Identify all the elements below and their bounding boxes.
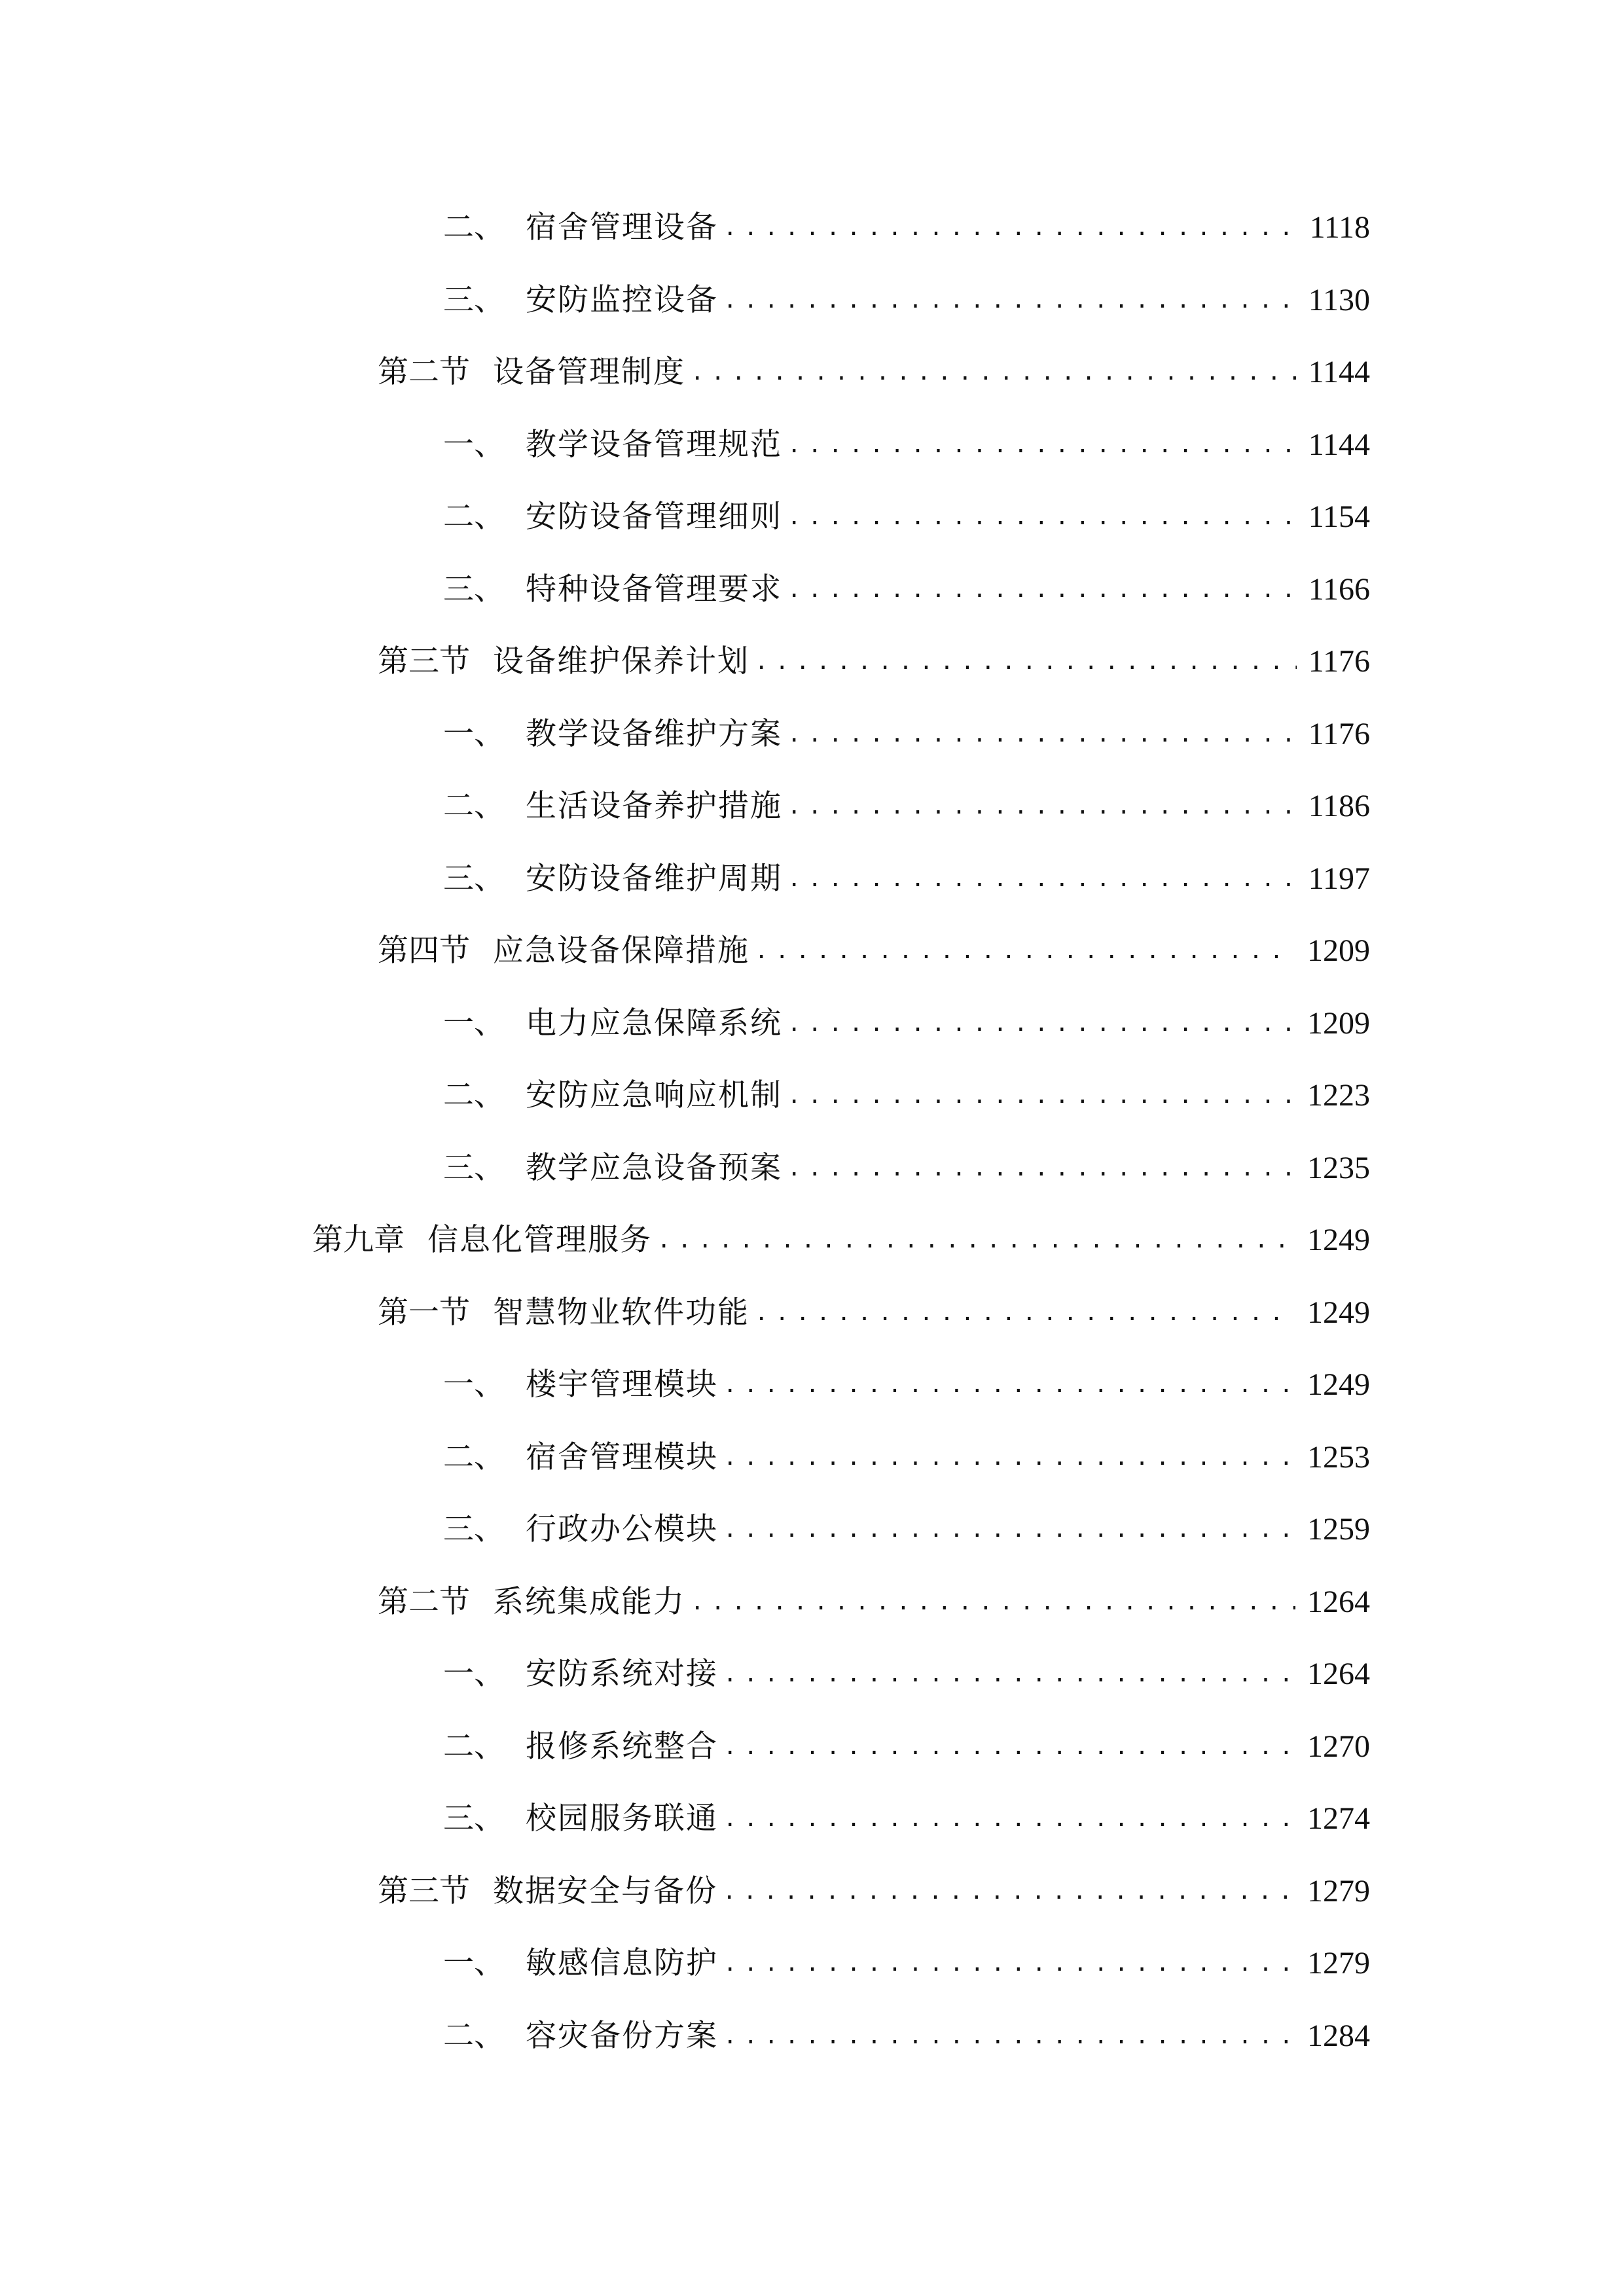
dot-leader [787,780,1297,833]
toc-entry-number: 一、 [443,1656,505,1692]
toc-entry-number: 三、 [443,281,505,318]
toc-entry-page-number: 1144 [1308,355,1370,389]
dot-leader [787,997,1295,1050]
toc-entry-title: 楼宇管理模块 [526,1367,718,1403]
toc-entry-page-number: 1274 [1307,1801,1370,1836]
dot-leader [691,346,1297,399]
toc-entry-number: 三、 [443,1511,505,1547]
toc-entry[interactable] [443,564,1370,616]
toc-entry-title: 生活设备养护措施 [526,788,782,824]
toc-entry-number: 二、 [443,1728,505,1765]
toc-entry[interactable] [378,1576,1370,1628]
toc-entry-page-number: 1209 [1307,933,1370,968]
toc-entry-page-number: 1284 [1307,2018,1370,2053]
toc-entry[interactable] [443,1648,1370,1700]
toc-entry-number: 第九章 [312,1222,405,1258]
toc-entry-title: 特种设备管理要求 [526,571,782,607]
toc-entry-number: 第一节 [378,1294,470,1331]
toc-entry-number: 二、 [443,2017,505,2054]
toc-entry[interactable] [443,1359,1370,1411]
toc-entry-page-number: 1176 [1308,716,1370,751]
toc-entry[interactable] [378,636,1370,688]
toc-entry-number: 一、 [443,1945,505,1981]
toc-entry-title: 敏感信息防护 [526,1945,718,1981]
toc-entry[interactable] [443,419,1370,471]
dot-leader [787,491,1297,543]
dot-leader [755,636,1297,688]
dot-leader [723,202,1298,254]
dot-leader [723,1431,1295,1484]
toc-entry[interactable] [443,1793,1370,1845]
toc-entry-number: 三、 [443,571,505,607]
toc-entry-page-number: 1259 [1307,1512,1370,1547]
toc-entry-page-number: 1154 [1308,499,1370,534]
toc-entry-title: 系统集成能力 [493,1583,685,1620]
toc-entry-number: 一、 [443,1367,505,1403]
toc-entry-page-number: 1209 [1307,1005,1370,1041]
toc-entry-number: 第四节 [378,933,470,969]
dot-leader [787,564,1297,616]
toc-entry-page-number: 1235 [1307,1150,1370,1185]
dot-leader [787,853,1297,905]
toc-entry-title: 教学应急设备预案 [526,1149,782,1186]
dot-leader [723,1503,1295,1556]
dot-leader [723,1865,1295,1918]
dot-leader [787,1142,1295,1194]
toc-entry-title: 设备维护保养计划 [493,643,749,679]
toc-entry-title: 容灾备份方案 [526,2017,718,2054]
toc-entry-page-number: 1166 [1308,571,1370,607]
dot-leader [723,2010,1295,2062]
toc-entry[interactable] [378,1287,1370,1339]
toc-entry-title: 宿舍管理设备 [526,209,718,245]
toc-entry-title: 宿舍管理模块 [526,1439,718,1475]
toc-entry-page-number: 1264 [1307,1657,1370,1691]
toc-entry[interactable] [378,346,1370,399]
toc-entry-number: 一、 [443,1005,505,1041]
toc-entry-title: 电力应急保障系统 [526,1005,782,1041]
toc-entry-title: 安防监控设备 [526,281,718,318]
toc-entry-number: 二、 [443,499,505,535]
toc-entry-title: 数据安全与备份 [493,1873,717,1909]
toc-entry[interactable] [443,274,1370,327]
toc-entry-page-number: 1279 [1307,1946,1370,1981]
dot-leader [723,1648,1295,1700]
toc-entry-title: 安防系统对接 [526,1656,718,1692]
toc-entry-number: 第二节 [378,354,470,390]
toc-entry-number: 二、 [443,209,505,245]
dot-leader [723,1937,1295,1990]
toc-entry-page-number: 1249 [1307,1223,1370,1257]
toc-entry[interactable] [312,1214,1370,1266]
toc-entry-page-number: 1197 [1308,861,1370,896]
toc-entry-page-number: 1176 [1308,644,1370,679]
dot-leader [723,1359,1295,1411]
toc-entry[interactable] [443,1142,1370,1194]
toc-entry-number: 第三节 [378,643,470,679]
toc-entry-title: 校园服务联通 [526,1801,718,1837]
dot-leader [787,708,1297,761]
toc-entry-number: 一、 [443,715,505,752]
toc-entry-title: 报修系统整合 [526,1728,718,1765]
toc-entry[interactable] [443,997,1370,1050]
toc-entry[interactable] [443,1069,1370,1122]
toc-entry[interactable] [443,2010,1370,2062]
toc-entry-title: 安防设备管理细则 [526,499,782,535]
toc-entry-title: 安防设备维护周期 [526,860,782,897]
toc-entry-page-number: 1253 [1307,1439,1370,1475]
toc-entry-title: 行政办公模块 [526,1511,718,1547]
dot-leader [787,1069,1295,1122]
toc-entry-page-number: 1249 [1307,1295,1370,1330]
toc-entry[interactable] [443,491,1370,543]
toc-entry-number: 三、 [443,1801,505,1837]
dot-leader [657,1214,1295,1266]
toc-entry-number: 三、 [443,1149,505,1186]
toc-entry-number: 三、 [443,860,505,897]
toc-entry[interactable] [378,925,1370,977]
toc-entry[interactable] [443,1937,1370,1990]
dot-leader [723,274,1297,327]
toc-entry-number: 一、 [443,426,505,463]
toc-entry[interactable] [443,853,1370,905]
toc-entry-page-number: 1186 [1308,789,1370,823]
toc-entry-page-number: 1130 [1308,282,1370,317]
toc-entry-number: 二、 [443,1439,505,1475]
toc-entry-page-number: 1264 [1307,1584,1370,1619]
dot-leader [787,419,1297,471]
toc-entry-page-number: 1223 [1307,1078,1370,1113]
toc-entry[interactable] [443,1503,1370,1556]
toc-entry[interactable] [378,1865,1370,1918]
dot-leader [755,1287,1295,1339]
toc-entry-title: 应急设备保障措施 [493,933,749,969]
toc-entry-number: 第二节 [378,1583,470,1620]
toc-entry-number: 第三节 [378,1873,470,1909]
toc-entry[interactable] [443,1721,1370,1773]
toc-entry-page-number: 1279 [1307,1873,1370,1909]
toc-entry-title: 信息化管理服务 [427,1222,652,1258]
toc-entry[interactable] [443,780,1370,833]
dot-leader [723,1793,1295,1845]
toc-entry-title: 安防应急响应机制 [526,1077,782,1113]
toc-entry-page-number: 1144 [1308,427,1370,462]
toc-entry-page-number: 1249 [1307,1367,1370,1402]
dot-leader [691,1576,1295,1628]
toc-entry-page-number: 1270 [1307,1729,1370,1764]
toc-entry-number: 二、 [443,1077,505,1113]
toc-entry-title: 教学设备管理规范 [526,426,782,463]
toc-entry[interactable] [443,202,1370,254]
dot-leader [723,1721,1295,1773]
toc-entry[interactable] [443,708,1370,761]
toc-entry-number: 二、 [443,788,505,824]
toc-entry-title: 教学设备维护方案 [526,715,782,752]
toc-entry-page-number: 1118 [1309,210,1370,245]
dot-leader [755,925,1295,977]
toc-entry[interactable] [443,1431,1370,1484]
toc-entry-title: 智慧物业软件功能 [493,1294,749,1331]
toc-entry-title: 设备管理制度 [493,354,685,390]
